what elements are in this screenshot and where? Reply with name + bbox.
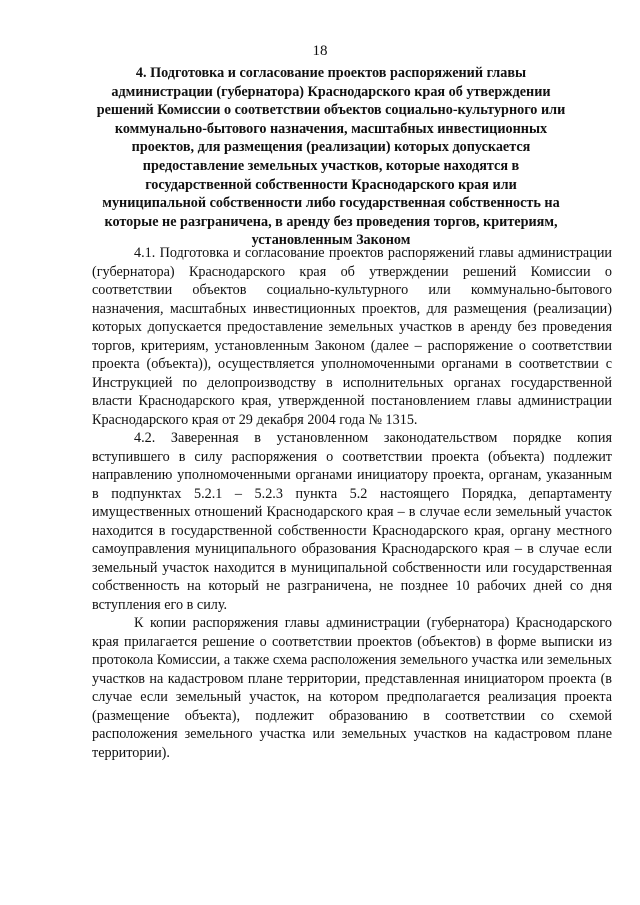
document-body — [92, 244, 612, 762]
paragraph-4-1: 4.1. Подготовка и согласование проектов распоряжений главы администрации (губернатора) Краснодарского края об утверждении решений Комиссии о соответствии объектов социально-культурного или коммунально-бытового назначения, масштабных инвестиционных проектов, для размещения (реализации) которых допускается предоставление земельных участков в аренду без проведения торгов, критериям, установленным Законом (далее – распоряжение о соответствии проекта (объекта)), осуществляется уполномоченными органами в соответствии с Инструкцией по делопроизводству в исполнительных органах государственной власти Краснодарского края, утвержденной постановлением главы администрации Краснодарского края от 29 декабря 2004 года № 1315. — [92, 245, 612, 428]
section-heading: 4. Подготовка и согласование проектов распоряжений главы администрации (губернатора) Краснодарского края об утверждении решений Комиссии о соответствии объектов социально-культурного или коммунально-бытового назначения, масштабных инвестиционных проектов, для размещения (реализации) которых допускается предоставление земельных участков, которые находятся в государственной собственности Краснодарского края или муниципальной собственности либо государственная собственность на которые не разграничена, в аренду без проведения торгов, критериям, установленным Законом — [96, 65, 566, 249]
paragraph-attachment: К копии распоряжения главы администрации (губернатора) Краснодарского края прилагается решение о соответствии проектов (объектов) в форме выписки из протокола Комиссии, а также схема расположения земельного участка или земельных участков на кадастровом плане территории, представленная инициатором проекта (в случае если земельный участок, на котором предполагается реализация проекта (размещение объекта), подлежит образованию в соответствии со схемой расположения земельного участка или земельных участков на кадастровом плане территории). — [92, 615, 612, 761]
page-number: 18 — [312, 43, 328, 59]
paragraph-4-2: 4.2. Заверенная в установленном законодательством порядке копия вступившего в силу распоряжения о соответствии проекта (объекта) подлежит направлению уполномоченными органами инициатору проекта, органам, указанным в подпунктах 5.2.1 – 5.2.3 пункта 5.2 настоящего Порядка, департаменту имущественных отношений Краснодарского края – в случае если земельный участок находится в государственной собственности Краснодарского края, органу местного самоуправления муниципального образования Краснодарского края – в случае если земельный участок находится в муниципальной собственности или государственная собственность на который не разграничена, не позднее 10 рабочих дней со дня вступления его в силу. — [92, 430, 612, 613]
